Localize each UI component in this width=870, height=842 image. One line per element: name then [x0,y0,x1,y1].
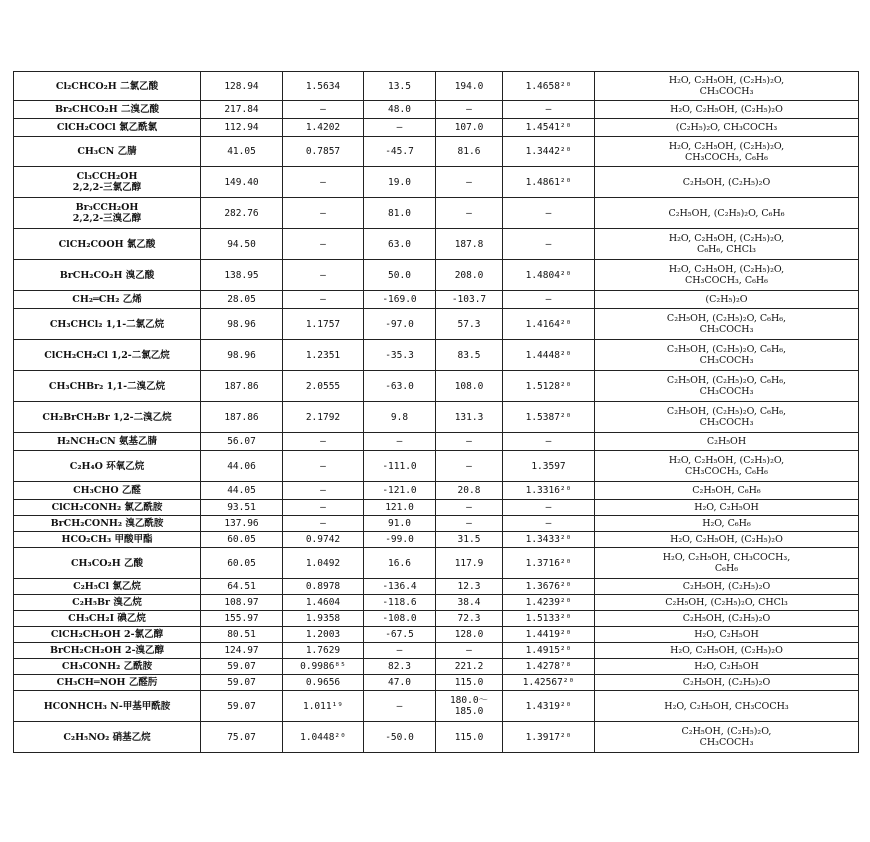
compound-name-cell: ClCH₂COCl 氯乙酰氯 [14,119,201,137]
boiling-point-cell: – [436,643,503,659]
compound-name-cell: C₂H₄O 环氧乙烷 [14,451,201,482]
density-cell: – [283,516,364,532]
compound-name-cell: BrCH₂CO₂H 溴乙酸 [14,260,201,291]
density-cell: 1.9358 [283,611,364,627]
melting-point-cell: 47.0 [364,675,436,691]
boiling-point-cell: 117.9 [436,548,503,579]
molecular-weight-cell: 28.05 [201,291,283,309]
density-cell: 1.0448²⁰ [283,722,364,753]
table-row [14,627,859,643]
boiling-point-cell: 128.0 [436,627,503,643]
melting-point-cell: -50.0 [364,722,436,753]
compound-name-cell: CH₃CONH₂ 乙酰胺 [14,659,201,675]
melting-point-cell: 82.3 [364,659,436,675]
boiling-point-cell: 115.0 [436,722,503,753]
density-cell: 1.2351 [283,340,364,371]
molecular-weight-cell: 217.84 [201,101,283,119]
melting-point-cell: 50.0 [364,260,436,291]
compound-name-cell: CH₂BrCH₂Br 1,2-二溴乙烷 [14,402,201,433]
melting-point-cell: -45.7 [364,137,436,167]
molecular-weight-cell: 44.06 [201,451,283,482]
density-cell: 1.4202 [283,119,364,137]
table-row [14,532,859,548]
refractive-index-cell: 1.4448²⁰ [503,340,595,371]
refractive-index-cell: 1.5387²⁰ [503,402,595,433]
compound-name-cell: BrCH₂CONH₂ 溴乙酰胺 [14,516,201,532]
table-row [14,691,859,722]
table-row [14,229,859,260]
boiling-point-cell: 72.3 [436,611,503,627]
refractive-index-cell: 1.4419²⁰ [503,627,595,643]
refractive-index-cell: 1.4804²⁰ [503,260,595,291]
melting-point-cell: 9.8 [364,402,436,433]
compound-name-cell: ClCH₂CH₂Cl 1,2-二氯乙烷 [14,340,201,371]
solubility-cell: C₂H₅OH, (C₂H₅)₂O, C₆H₆, CH₃COCH₃ [595,402,859,433]
refractive-index-cell: 1.4164²⁰ [503,309,595,340]
melting-point-cell: -111.0 [364,451,436,482]
melting-point-cell: -67.5 [364,627,436,643]
molecular-weight-cell: 56.07 [201,433,283,451]
solubility-cell: H₂O, C₂H₅OH, CH₃COCH₃, C₆H₆ [595,548,859,579]
boiling-point-cell: 20.8 [436,482,503,500]
solubility-cell: C₂H₅OH, (C₂H₅)₂O, C₆H₆, CH₃COCH₃ [595,309,859,340]
melting-point-cell: 19.0 [364,167,436,198]
density-cell: – [283,167,364,198]
solubility-cell: C₂H₅OH [595,433,859,451]
density-cell: 1.5634 [283,72,364,101]
molecular-weight-cell: 149.40 [201,167,283,198]
table-row [14,340,859,371]
density-cell: – [283,229,364,260]
table-row [14,167,859,198]
compound-name-cell: CH₃CHCl₂ 1,1-二氯乙烷 [14,309,201,340]
solubility-cell: H₂O, C₂H₅OH, (C₂H₅)₂O [595,532,859,548]
table-row [14,675,859,691]
melting-point-cell: 13.5 [364,72,436,101]
molecular-weight-cell: 75.07 [201,722,283,753]
molecular-weight-cell: 80.51 [201,627,283,643]
molecular-weight-cell: 60.05 [201,532,283,548]
solubility-cell: C₂H₅OH, (C₂H₅)₂O, C₆H₆, CH₃COCH₃ [595,371,859,402]
melting-point-cell: 48.0 [364,101,436,119]
boiling-point-cell: 38.4 [436,595,503,611]
melting-point-cell: – [364,643,436,659]
solubility-cell: C₂H₅OH, C₆H₆ [595,482,859,500]
solubility-cell: (C₂H₅)₂O, CH₃COCH₃ [595,119,859,137]
table-row [14,101,859,119]
refractive-index-cell: – [503,500,595,516]
compound-name-cell: CH₂═CH₂ 乙烯 [14,291,201,309]
molecular-weight-cell: 98.96 [201,340,283,371]
solubility-cell: H₂O, C₂H₅OH, (C₂H₅)₂O [595,101,859,119]
molecular-weight-cell: 112.94 [201,119,283,137]
solubility-cell: C₂H₅OH, (C₂H₅)₂O [595,579,859,595]
melting-point-cell: -121.0 [364,482,436,500]
molecular-weight-cell: 64.51 [201,579,283,595]
boiling-point-cell: 81.6 [436,137,503,167]
refractive-index-cell: 1.4278⁷⁸ [503,659,595,675]
density-cell: 2.1792 [283,402,364,433]
density-cell: 1.1757 [283,309,364,340]
density-cell: – [283,451,364,482]
molecular-weight-cell: 98.96 [201,309,283,340]
boiling-point-cell: 180.0～ 185.0 [436,691,503,722]
density-cell: – [283,500,364,516]
molecular-weight-cell: 137.96 [201,516,283,532]
molecular-weight-cell: 282.76 [201,198,283,229]
boiling-point-cell: – [436,198,503,229]
compound-name-cell: C₂H₅Cl 氯乙烷 [14,579,201,595]
molecular-weight-cell: 60.05 [201,548,283,579]
boiling-point-cell: 187.8 [436,229,503,260]
boiling-point-cell: – [436,101,503,119]
refractive-index-cell: 1.3676²⁰ [503,579,595,595]
density-cell: – [283,101,364,119]
density-cell: 1.2003 [283,627,364,643]
refractive-index-cell: – [503,433,595,451]
refractive-index-cell: 1.4319²⁰ [503,691,595,722]
table-row [14,659,859,675]
melting-point-cell: -136.4 [364,579,436,595]
solubility-cell: H₂O, C₂H₅OH, (C₂H₅)₂O, CH₃COCH₃ [595,72,859,101]
density-cell: – [283,433,364,451]
boiling-point-cell: 131.3 [436,402,503,433]
table-row [14,137,859,167]
table-row [14,433,859,451]
boiling-point-cell: – [436,500,503,516]
refractive-index-cell: 1.4239²⁰ [503,595,595,611]
density-cell: – [283,482,364,500]
boiling-point-cell: 108.0 [436,371,503,402]
molecular-weight-cell: 44.05 [201,482,283,500]
boiling-point-cell: 221.2 [436,659,503,675]
refractive-index-cell: 1.3597 [503,451,595,482]
refractive-index-cell: 1.3433²⁰ [503,532,595,548]
compound-name-cell: ClCH₂COOH 氯乙酸 [14,229,201,260]
refractive-index-cell: 1.4658²⁰ [503,72,595,101]
melting-point-cell: 91.0 [364,516,436,532]
compound-name-cell: CH₃CO₂H 乙酸 [14,548,201,579]
density-cell: 0.8978 [283,579,364,595]
solubility-cell: H₂O, C₂H₅OH, (C₂H₅)₂O [595,643,859,659]
molecular-weight-cell: 41.05 [201,137,283,167]
compound-name-cell: CH₃CHO 乙醛 [14,482,201,500]
table-row [14,579,859,595]
refractive-index-cell: 1.3917²⁰ [503,722,595,753]
molecular-weight-cell: 187.86 [201,371,283,402]
boiling-point-cell: – [436,451,503,482]
density-cell: 1.011¹⁹ [283,691,364,722]
solubility-cell: C₂H₅OH, (C₂H₅)₂O, C₆H₆ [595,198,859,229]
melting-point-cell: -118.6 [364,595,436,611]
compound-name-cell: CH₃CH₂I 碘乙烷 [14,611,201,627]
compound-name-cell: H₂NCH₂CN 氨基乙腈 [14,433,201,451]
solubility-cell: H₂O, C₆H₆ [595,516,859,532]
compound-name-cell: Br₂CHCO₂H 二溴乙酸 [14,101,201,119]
melting-point-cell: 81.0 [364,198,436,229]
boiling-point-cell: 107.0 [436,119,503,137]
compound-name-cell: CH₃CHBr₂ 1,1-二溴乙烷 [14,371,201,402]
melting-point-cell: – [364,119,436,137]
table-row [14,643,859,659]
refractive-index-cell: 1.5133²⁰ [503,611,595,627]
solubility-cell: (C₂H₅)₂O [595,291,859,309]
table-row [14,595,859,611]
table-row [14,548,859,579]
boiling-point-cell: – [436,516,503,532]
boiling-point-cell: 12.3 [436,579,503,595]
density-cell: 0.9742 [283,532,364,548]
density-cell: 0.9656 [283,675,364,691]
melting-point-cell: – [364,433,436,451]
solubility-cell: C₂H₅OH, (C₂H₅)₂O [595,167,859,198]
boiling-point-cell: -103.7 [436,291,503,309]
compound-name-cell: HCO₂CH₃ 甲酸甲酯 [14,532,201,548]
refractive-index-cell: 1.5128²⁰ [503,371,595,402]
solubility-cell: C₂H₅OH, (C₂H₅)₂O [595,675,859,691]
refractive-index-cell: 1.3442²⁰ [503,137,595,167]
table-row [14,260,859,291]
density-cell: 1.0492 [283,548,364,579]
solubility-cell: H₂O, C₂H₅OH [595,659,859,675]
compound-name-cell: C₂H₅Br 溴乙烷 [14,595,201,611]
melting-point-cell: -169.0 [364,291,436,309]
compound-name-cell: CH₃CH═NOH 乙醛肟 [14,675,201,691]
solubility-cell: C₂H₅OH, (C₂H₅)₂O [595,611,859,627]
melting-point-cell: 121.0 [364,500,436,516]
refractive-index-cell: 1.4861²⁰ [503,167,595,198]
molecular-weight-cell: 93.51 [201,500,283,516]
melting-point-cell: -63.0 [364,371,436,402]
refractive-index-cell: – [503,198,595,229]
compound-name-cell: BrCH₂CH₂OH 2-溴乙醇 [14,643,201,659]
density-cell: 1.7629 [283,643,364,659]
solubility-cell: H₂O, C₂H₅OH, (C₂H₅)₂O, CH₃COCH₃, C₆H₆ [595,260,859,291]
boiling-point-cell: 83.5 [436,340,503,371]
table-row [14,516,859,532]
refractive-index-cell: 1.42567²⁰ [503,675,595,691]
solubility-cell: C₂H₅OH, (C₂H₅)₂O, CH₃COCH₃ [595,722,859,753]
refractive-index-cell: 1.3716²⁰ [503,548,595,579]
solubility-cell: H₂O, C₂H₅OH [595,627,859,643]
melting-point-cell: -97.0 [364,309,436,340]
melting-point-cell: – [364,691,436,722]
compound-name-cell: Br₃CCH₂OH 2,2,2-三溴乙醇 [14,198,201,229]
table-row [14,611,859,627]
boiling-point-cell: 57.3 [436,309,503,340]
compound-name-cell: ClCH₂CH₂OH 2-氯乙醇 [14,627,201,643]
refractive-index-cell: – [503,101,595,119]
density-cell: – [283,198,364,229]
table-row [14,500,859,516]
boiling-point-cell: 31.5 [436,532,503,548]
melting-point-cell: 63.0 [364,229,436,260]
table-body [14,72,859,753]
melting-point-cell: 16.6 [364,548,436,579]
density-cell: 0.9986⁸⁵ [283,659,364,675]
molecular-weight-cell: 124.97 [201,643,283,659]
molecular-weight-cell: 59.07 [201,691,283,722]
boiling-point-cell: 194.0 [436,72,503,101]
table-row [14,119,859,137]
table-row [14,198,859,229]
refractive-index-cell: – [503,291,595,309]
density-cell: – [283,291,364,309]
compound-name-cell: Cl₃CCH₂OH 2,2,2-三氯乙醇 [14,167,201,198]
melting-point-cell: -35.3 [364,340,436,371]
refractive-index-cell: – [503,229,595,260]
solubility-cell: H₂O, C₂H₅OH, CH₃COCH₃ [595,691,859,722]
table-row [14,309,859,340]
compound-name-cell: HCONHCH₃ N-甲基甲酰胺 [14,691,201,722]
solubility-cell: C₂H₅OH, (C₂H₅)₂O, CHCl₃ [595,595,859,611]
compound-name-cell: CH₃CN 乙腈 [14,137,201,167]
solubility-cell: H₂O, C₂H₅OH, (C₂H₅)₂O, CH₃COCH₃, C₆H₆ [595,137,859,167]
compound-name-cell: Cl₂CHCO₂H 二氯乙酸 [14,72,201,101]
boiling-point-cell: 115.0 [436,675,503,691]
density-cell: 1.4604 [283,595,364,611]
refractive-index-cell: – [503,516,595,532]
chemical-properties-table [13,71,859,753]
refractive-index-cell: 1.3316²⁰ [503,482,595,500]
boiling-point-cell: – [436,433,503,451]
solubility-cell: C₂H₅OH, (C₂H₅)₂O, C₆H₆, CH₃COCH₃ [595,340,859,371]
boiling-point-cell: – [436,167,503,198]
table-row [14,72,859,101]
refractive-index-cell: 1.4915²⁰ [503,643,595,659]
molecular-weight-cell: 108.97 [201,595,283,611]
density-cell: 0.7857 [283,137,364,167]
solubility-cell: H₂O, C₂H₅OH [595,500,859,516]
melting-point-cell: -99.0 [364,532,436,548]
molecular-weight-cell: 187.86 [201,402,283,433]
compound-name-cell: C₂H₅NO₂ 硝基乙烷 [14,722,201,753]
solubility-cell: H₂O, C₂H₅OH, (C₂H₅)₂O, CH₃COCH₃, C₆H₆ [595,451,859,482]
table-row [14,482,859,500]
refractive-index-cell: 1.4541²⁰ [503,119,595,137]
molecular-weight-cell: 155.97 [201,611,283,627]
density-cell: – [283,260,364,291]
table-row [14,451,859,482]
boiling-point-cell: 208.0 [436,260,503,291]
density-cell: 2.0555 [283,371,364,402]
molecular-weight-cell: 59.07 [201,659,283,675]
table-row [14,722,859,753]
molecular-weight-cell: 138.95 [201,260,283,291]
solubility-cell: H₂O, C₂H₅OH, (C₂H₅)₂O, C₆H₆, CHCl₃ [595,229,859,260]
table-row [14,291,859,309]
compound-name-cell: ClCH₂CONH₂ 氯乙酰胺 [14,500,201,516]
table-row [14,371,859,402]
molecular-weight-cell: 59.07 [201,675,283,691]
melting-point-cell: -108.0 [364,611,436,627]
molecular-weight-cell: 128.94 [201,72,283,101]
table-row [14,402,859,433]
molecular-weight-cell: 94.50 [201,229,283,260]
